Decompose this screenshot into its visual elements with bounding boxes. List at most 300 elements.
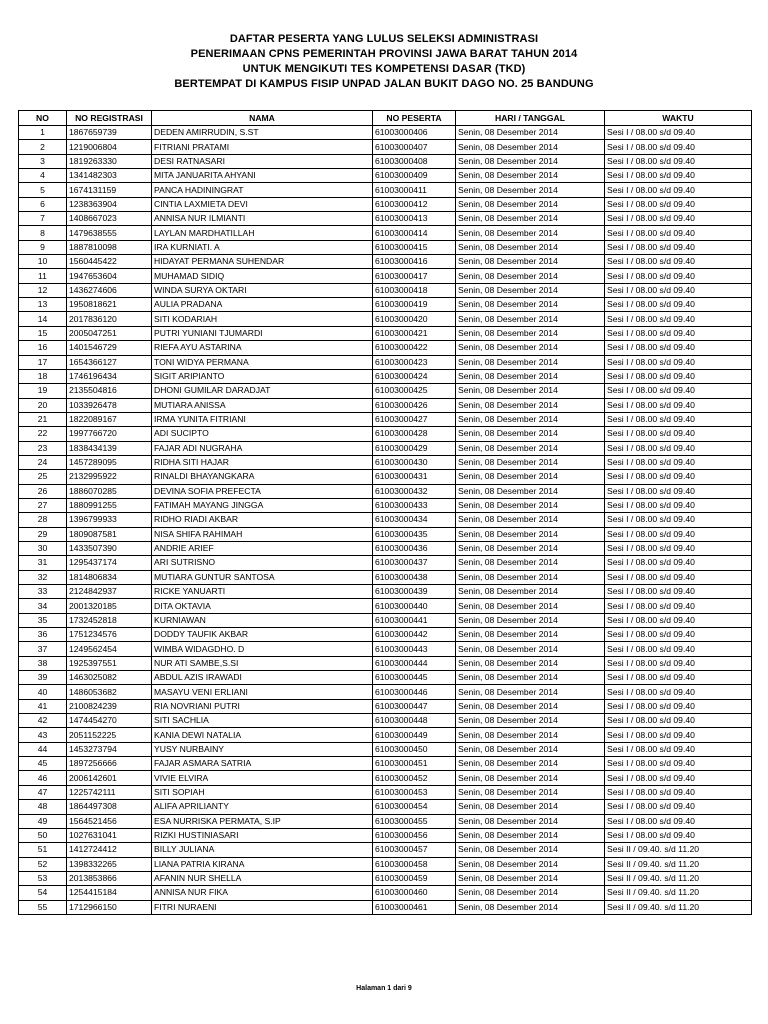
cell-time: Sesi I / 08.00 s/d 09.40	[605, 197, 752, 211]
cell-name: FITRI NURAENI	[152, 900, 373, 914]
cell-time: Sesi I / 08.00 s/d 09.40	[605, 556, 752, 570]
cell-time: Sesi I / 08.00 s/d 09.40	[605, 412, 752, 426]
cell-name: ARI SUTRISNO	[152, 556, 373, 570]
cell-date: Senin, 08 Desember 2014	[456, 369, 605, 383]
table-row	[19, 398, 752, 412]
table-row	[19, 298, 752, 312]
cell-time: Sesi I / 08.00 s/d 09.40	[605, 498, 752, 512]
cell-time: Sesi I / 08.00 s/d 09.40	[605, 484, 752, 498]
cell-participant-no: 61003000431	[373, 470, 456, 484]
table-row	[19, 828, 752, 842]
cell-time: Sesi I / 08.00 s/d 09.40	[605, 441, 752, 455]
cell-date: Senin, 08 Desember 2014	[456, 886, 605, 900]
cell-participant-no: 61003000444	[373, 656, 456, 670]
cell-name: DEDEN AMIRRUDIN, S.ST	[152, 126, 373, 140]
cell-no: 35	[19, 613, 67, 627]
cell-no: 7	[19, 212, 67, 226]
table-row	[19, 154, 752, 168]
cell-no: 55	[19, 900, 67, 914]
cell-name: RICKE YANUARTI	[152, 585, 373, 599]
cell-time: Sesi I / 08.00 s/d 09.40	[605, 527, 752, 541]
cell-participant-no: 61003000452	[373, 771, 456, 785]
cell-registration: 1925397551	[67, 656, 152, 670]
heading-line-2: PENERIMAAN CPNS PEMERINTAH PROVINSI JAWA BARAT TAHUN 2014	[190, 48, 578, 60]
cell-date: Senin, 08 Desember 2014	[456, 226, 605, 240]
cell-registration: 1474454270	[67, 714, 152, 728]
table-row	[19, 169, 752, 183]
cell-date: Senin, 08 Desember 2014	[456, 527, 605, 541]
heading-line-3: UNTUK MENGIKUTI TES KOMPETENSI DASAR (TKD)	[242, 63, 526, 75]
cell-name: ESA NURRISKA PERMATA, S.IP	[152, 814, 373, 828]
cell-no: 19	[19, 384, 67, 398]
cell-name: TONI WIDYA PERMANA	[152, 355, 373, 369]
cell-registration: 1712966150	[67, 900, 152, 914]
cell-date: Senin, 08 Desember 2014	[456, 728, 605, 742]
cell-name: CINTIA LAXMIETA DEVI	[152, 197, 373, 211]
cell-registration: 1408667023	[67, 212, 152, 226]
cell-date: Senin, 08 Desember 2014	[456, 269, 605, 283]
table-row	[19, 498, 752, 512]
cell-no: 18	[19, 369, 67, 383]
cell-time: Sesi I / 08.00 s/d 09.40	[605, 570, 752, 584]
cell-name: DITA OKTAVIA	[152, 599, 373, 613]
cell-participant-no: 61003000406	[373, 126, 456, 140]
table-row	[19, 570, 752, 584]
table-row	[19, 771, 752, 785]
cell-name: DEVINA SOFIA PREFECTA	[152, 484, 373, 498]
cell-time: Sesi I / 08.00 s/d 09.40	[605, 699, 752, 713]
cell-date: Senin, 08 Desember 2014	[456, 599, 605, 613]
cell-name: RIDHO RIADI AKBAR	[152, 513, 373, 527]
cell-date: Senin, 08 Desember 2014	[456, 628, 605, 642]
cell-name: SITI SACHLIA	[152, 714, 373, 728]
table-row	[19, 255, 752, 269]
cell-time: Sesi II / 09.40. s/d 11.20	[605, 886, 752, 900]
cell-registration: 1950818621	[67, 298, 152, 312]
cell-time: Sesi I / 08.00 s/d 09.40	[605, 183, 752, 197]
cell-no: 24	[19, 455, 67, 469]
cell-name: ALIFA APRILIANTY	[152, 800, 373, 814]
column-header-no: NO	[19, 111, 67, 126]
cell-registration: 2051152225	[67, 728, 152, 742]
table-row	[19, 800, 752, 814]
cell-participant-no: 61003000423	[373, 355, 456, 369]
cell-date: Senin, 08 Desember 2014	[456, 384, 605, 398]
cell-registration: 2124842937	[67, 585, 152, 599]
cell-time: Sesi II / 09.40. s/d 11.20	[605, 900, 752, 914]
table-row	[19, 484, 752, 498]
cell-name: MITA JANUARITA AHYANI	[152, 169, 373, 183]
cell-time: Sesi I / 08.00 s/d 09.40	[605, 154, 752, 168]
cell-registration: 1746196434	[67, 369, 152, 383]
cell-name: RIA NOVRIANI PUTRI	[152, 699, 373, 713]
cell-no: 6	[19, 197, 67, 211]
cell-registration: 1838434139	[67, 441, 152, 455]
cell-name: FATIMAH MAYANG JINGGA	[152, 498, 373, 512]
cell-registration: 1033926478	[67, 398, 152, 412]
cell-date: Senin, 08 Desember 2014	[456, 656, 605, 670]
cell-participant-no: 61003000414	[373, 226, 456, 240]
cell-time: Sesi I / 08.00 s/d 09.40	[605, 742, 752, 756]
table-row	[19, 871, 752, 885]
cell-registration: 1864497308	[67, 800, 152, 814]
cell-name: MUTIARA ANISSA	[152, 398, 373, 412]
cell-date: Senin, 08 Desember 2014	[456, 699, 605, 713]
cell-registration: 1814806834	[67, 570, 152, 584]
cell-registration: 1751234576	[67, 628, 152, 642]
cell-no: 28	[19, 513, 67, 527]
cell-no: 12	[19, 283, 67, 297]
table-row	[19, 513, 752, 527]
cell-registration: 1822089167	[67, 412, 152, 426]
table-row	[19, 412, 752, 426]
cell-no: 15	[19, 326, 67, 340]
cell-name: FAJAR ADI NUGRAHA	[152, 441, 373, 455]
table-row	[19, 656, 752, 670]
cell-no: 30	[19, 541, 67, 555]
cell-participant-no: 61003000440	[373, 599, 456, 613]
table-row	[19, 283, 752, 297]
table-row	[19, 226, 752, 240]
cell-time: Sesi I / 08.00 s/d 09.40	[605, 384, 752, 398]
cell-participant-no: 61003000419	[373, 298, 456, 312]
cell-date: Senin, 08 Desember 2014	[456, 513, 605, 527]
cell-registration: 1886070285	[67, 484, 152, 498]
cell-participant-no: 61003000415	[373, 240, 456, 254]
table-row	[19, 140, 752, 154]
cell-participant-no: 61003000442	[373, 628, 456, 642]
cell-date: Senin, 08 Desember 2014	[456, 828, 605, 842]
cell-time: Sesi I / 08.00 s/d 09.40	[605, 341, 752, 355]
cell-registration: 1897256666	[67, 757, 152, 771]
cell-date: Senin, 08 Desember 2014	[456, 441, 605, 455]
table-row	[19, 613, 752, 627]
cell-name: AFANIN NUR SHELLA	[152, 871, 373, 885]
table-row	[19, 886, 752, 900]
cell-time: Sesi I / 08.00 s/d 09.40	[605, 355, 752, 369]
cell-no: 41	[19, 699, 67, 713]
cell-time: Sesi I / 08.00 s/d 09.40	[605, 369, 752, 383]
cell-no: 23	[19, 441, 67, 455]
cell-participant-no: 61003000428	[373, 427, 456, 441]
cell-time: Sesi I / 08.00 s/d 09.40	[605, 298, 752, 312]
cell-no: 26	[19, 484, 67, 498]
cell-time: Sesi I / 08.00 s/d 09.40	[605, 685, 752, 699]
cell-participant-no: 61003000424	[373, 369, 456, 383]
cell-registration: 1433507390	[67, 541, 152, 555]
table-row	[19, 269, 752, 283]
cell-date: Senin, 08 Desember 2014	[456, 541, 605, 555]
cell-date: Senin, 08 Desember 2014	[456, 212, 605, 226]
cell-time: Sesi II / 09.40. s/d 11.20	[605, 843, 752, 857]
cell-date: Senin, 08 Desember 2014	[456, 427, 605, 441]
cell-date: Senin, 08 Desember 2014	[456, 484, 605, 498]
cell-time: Sesi I / 08.00 s/d 09.40	[605, 140, 752, 154]
cell-participant-no: 61003000436	[373, 541, 456, 555]
cell-registration: 1401546729	[67, 341, 152, 355]
cell-date: Senin, 08 Desember 2014	[456, 556, 605, 570]
cell-date: Senin, 08 Desember 2014	[456, 757, 605, 771]
cell-time: Sesi I / 08.00 s/d 09.40	[605, 240, 752, 254]
table-row	[19, 628, 752, 642]
cell-participant-no: 61003000407	[373, 140, 456, 154]
cell-participant-no: 61003000449	[373, 728, 456, 742]
cell-no: 46	[19, 771, 67, 785]
page-number: Halaman 1 dari 9	[356, 985, 412, 992]
cell-date: Senin, 08 Desember 2014	[456, 341, 605, 355]
cell-name: RIDHA SITI HAJAR	[152, 455, 373, 469]
cell-date: Senin, 08 Desember 2014	[456, 642, 605, 656]
cell-registration: 1867659739	[67, 126, 152, 140]
cell-registration: 1479638555	[67, 226, 152, 240]
cell-name: KURNIAWAN	[152, 613, 373, 627]
cell-name: SIGIT ARIPIANTO	[152, 369, 373, 383]
cell-no: 27	[19, 498, 67, 512]
column-header-registration: NO REGISTRASI	[67, 111, 152, 126]
cell-participant-no: 61003000438	[373, 570, 456, 584]
cell-name: ANDRIE ARIEF	[152, 541, 373, 555]
cell-registration: 1457289095	[67, 455, 152, 469]
cell-participant-no: 61003000458	[373, 857, 456, 871]
cell-participant-no: 61003000413	[373, 212, 456, 226]
cell-no: 36	[19, 628, 67, 642]
cell-time: Sesi I / 08.00 s/d 09.40	[605, 585, 752, 599]
cell-date: Senin, 08 Desember 2014	[456, 785, 605, 799]
participant-table	[18, 110, 752, 915]
cell-no: 45	[19, 757, 67, 771]
cell-participant-no: 61003000453	[373, 785, 456, 799]
cell-name: DHONI GUMILAR DARADJAT	[152, 384, 373, 398]
cell-date: Senin, 08 Desember 2014	[456, 470, 605, 484]
cell-time: Sesi I / 08.00 s/d 09.40	[605, 757, 752, 771]
table-row	[19, 585, 752, 599]
cell-name: VIVIE ELVIRA	[152, 771, 373, 785]
cell-name: PANCA HADININGRAT	[152, 183, 373, 197]
table-row	[19, 599, 752, 613]
cell-registration: 1295437174	[67, 556, 152, 570]
cell-registration: 2100824239	[67, 699, 152, 713]
cell-registration: 1225742111	[67, 785, 152, 799]
cell-participant-no: 61003000435	[373, 527, 456, 541]
cell-name: LIANA PATRIA KIRANA	[152, 857, 373, 871]
cell-name: MUHAMAD SIDIQ	[152, 269, 373, 283]
cell-time: Sesi I / 08.00 s/d 09.40	[605, 312, 752, 326]
cell-registration: 1463025082	[67, 671, 152, 685]
cell-no: 21	[19, 412, 67, 426]
cell-registration: 2013853866	[67, 871, 152, 885]
cell-time: Sesi I / 08.00 s/d 09.40	[605, 613, 752, 627]
cell-time: Sesi I / 08.00 s/d 09.40	[605, 269, 752, 283]
cell-time: Sesi I / 08.00 s/d 09.40	[605, 828, 752, 842]
cell-participant-no: 61003000433	[373, 498, 456, 512]
cell-participant-no: 61003000456	[373, 828, 456, 842]
cell-date: Senin, 08 Desember 2014	[456, 843, 605, 857]
cell-participant-no: 61003000416	[373, 255, 456, 269]
cell-name: WIMBA WIDAGDHO. D	[152, 642, 373, 656]
table-row	[19, 742, 752, 756]
cell-time: Sesi I / 08.00 s/d 09.40	[605, 226, 752, 240]
cell-date: Senin, 08 Desember 2014	[456, 197, 605, 211]
cell-no: 3	[19, 154, 67, 168]
cell-date: Senin, 08 Desember 2014	[456, 671, 605, 685]
cell-time: Sesi II / 09.40. s/d 11.20	[605, 857, 752, 871]
cell-name: YUSY NURBAINY	[152, 742, 373, 756]
cell-name: NUR ATI SAMBE,S.SI	[152, 656, 373, 670]
cell-name: MASAYU VENI ERLIANI	[152, 685, 373, 699]
cell-name: ADI SUCIPTO	[152, 427, 373, 441]
cell-registration: 1732452818	[67, 613, 152, 627]
heading-line-1: DAFTAR PESERTA YANG LULUS SELEKSI ADMINISTRASI	[229, 33, 539, 45]
cell-registration: 1412724412	[67, 843, 152, 857]
cell-registration: 1398332265	[67, 857, 152, 871]
cell-registration: 2132995922	[67, 470, 152, 484]
table-row	[19, 470, 752, 484]
table-row	[19, 326, 752, 340]
cell-date: Senin, 08 Desember 2014	[456, 298, 605, 312]
cell-time: Sesi I / 08.00 s/d 09.40	[605, 714, 752, 728]
cell-no: 11	[19, 269, 67, 283]
table-row	[19, 541, 752, 555]
cell-participant-no: 61003000411	[373, 183, 456, 197]
cell-registration: 1254415184	[67, 886, 152, 900]
cell-time: Sesi I / 08.00 s/d 09.40	[605, 599, 752, 613]
cell-date: Senin, 08 Desember 2014	[456, 140, 605, 154]
cell-registration: 1809087581	[67, 527, 152, 541]
cell-date: Senin, 08 Desember 2014	[456, 685, 605, 699]
cell-name: SITI KODARIAH	[152, 312, 373, 326]
cell-participant-no: 61003000441	[373, 613, 456, 627]
table-row	[19, 240, 752, 254]
table-row	[19, 900, 752, 914]
cell-time: Sesi I / 08.00 s/d 09.40	[605, 169, 752, 183]
cell-no: 37	[19, 642, 67, 656]
cell-name: ANNISA NUR ILMIANTI	[152, 212, 373, 226]
cell-registration: 1880991255	[67, 498, 152, 512]
cell-date: Senin, 08 Desember 2014	[456, 126, 605, 140]
cell-date: Senin, 08 Desember 2014	[456, 455, 605, 469]
cell-participant-no: 61003000432	[373, 484, 456, 498]
cell-name: RIEFA AYU ASTARINA	[152, 341, 373, 355]
cell-name: ANNISA NUR FIKA	[152, 886, 373, 900]
cell-time: Sesi I / 08.00 s/d 09.40	[605, 800, 752, 814]
cell-participant-no: 61003000427	[373, 412, 456, 426]
cell-no: 31	[19, 556, 67, 570]
cell-name: RINALDI BHAYANGKARA	[152, 470, 373, 484]
cell-no: 2	[19, 140, 67, 154]
table-row	[19, 384, 752, 398]
table-row	[19, 857, 752, 871]
cell-name: IRA KURNIATI. A	[152, 240, 373, 254]
table-body	[19, 126, 752, 915]
cell-date: Senin, 08 Desember 2014	[456, 714, 605, 728]
cell-participant-no: 61003000457	[373, 843, 456, 857]
table-row	[19, 369, 752, 383]
cell-no: 20	[19, 398, 67, 412]
cell-name: LAYLAN MARDHATILLAH	[152, 226, 373, 240]
table-row	[19, 757, 752, 771]
cell-name: SITI SOPIAH	[152, 785, 373, 799]
cell-no: 39	[19, 671, 67, 685]
table-row	[19, 527, 752, 541]
cell-date: Senin, 08 Desember 2014	[456, 183, 605, 197]
column-header-time: WAKTU	[605, 111, 752, 126]
cell-no: 48	[19, 800, 67, 814]
cell-participant-no: 61003000420	[373, 312, 456, 326]
cell-registration: 1654366127	[67, 355, 152, 369]
cell-no: 17	[19, 355, 67, 369]
cell-registration: 1453273794	[67, 742, 152, 756]
table-row	[19, 312, 752, 326]
cell-no: 16	[19, 341, 67, 355]
cell-no: 5	[19, 183, 67, 197]
cell-time: Sesi I / 08.00 s/d 09.40	[605, 326, 752, 340]
cell-participant-no: 61003000447	[373, 699, 456, 713]
column-header-name: NAMA	[152, 111, 373, 126]
cell-participant-no: 61003000448	[373, 714, 456, 728]
cell-registration: 1947653604	[67, 269, 152, 283]
cell-participant-no: 61003000422	[373, 341, 456, 355]
cell-registration: 1674131159	[67, 183, 152, 197]
cell-no: 42	[19, 714, 67, 728]
table-row	[19, 699, 752, 713]
cell-name: BILLY JULIANA	[152, 843, 373, 857]
cell-participant-no: 61003000421	[373, 326, 456, 340]
table-row	[19, 341, 752, 355]
table-row	[19, 642, 752, 656]
cell-time: Sesi I / 08.00 s/d 09.40	[605, 656, 752, 670]
cell-time: Sesi I / 08.00 s/d 09.40	[605, 671, 752, 685]
cell-participant-no: 61003000454	[373, 800, 456, 814]
cell-participant-no: 61003000461	[373, 900, 456, 914]
table-row	[19, 814, 752, 828]
cell-name: PUTRI YUNIANI TJUMARDI	[152, 326, 373, 340]
cell-no: 50	[19, 828, 67, 842]
table-row	[19, 427, 752, 441]
cell-registration: 1819263330	[67, 154, 152, 168]
cell-date: Senin, 08 Desember 2014	[456, 871, 605, 885]
cell-name: DESI RATNASARI	[152, 154, 373, 168]
cell-time: Sesi I / 08.00 s/d 09.40	[605, 728, 752, 742]
cell-name: FITRIANI PRATAMI	[152, 140, 373, 154]
cell-time: Sesi I / 08.00 s/d 09.40	[605, 642, 752, 656]
cell-time: Sesi I / 08.00 s/d 09.40	[605, 255, 752, 269]
cell-name: IRMA YUNITA FITRIANI	[152, 412, 373, 426]
cell-participant-no: 61003000434	[373, 513, 456, 527]
cell-participant-no: 61003000437	[373, 556, 456, 570]
table-row	[19, 183, 752, 197]
cell-date: Senin, 08 Desember 2014	[456, 283, 605, 297]
cell-no: 29	[19, 527, 67, 541]
cell-no: 38	[19, 656, 67, 670]
cell-participant-no: 61003000429	[373, 441, 456, 455]
table-header-row	[19, 111, 752, 126]
table-row	[19, 714, 752, 728]
cell-date: Senin, 08 Desember 2014	[456, 613, 605, 627]
cell-registration: 2135504816	[67, 384, 152, 398]
cell-registration: 1560445422	[67, 255, 152, 269]
table-row	[19, 212, 752, 226]
cell-registration: 2001320185	[67, 599, 152, 613]
cell-participant-no: 61003000426	[373, 398, 456, 412]
cell-date: Senin, 08 Desember 2014	[456, 326, 605, 340]
cell-no: 9	[19, 240, 67, 254]
table-row	[19, 728, 752, 742]
cell-registration: 1436274606	[67, 283, 152, 297]
cell-no: 22	[19, 427, 67, 441]
cell-registration: 2006142601	[67, 771, 152, 785]
cell-date: Senin, 08 Desember 2014	[456, 771, 605, 785]
cell-no: 10	[19, 255, 67, 269]
